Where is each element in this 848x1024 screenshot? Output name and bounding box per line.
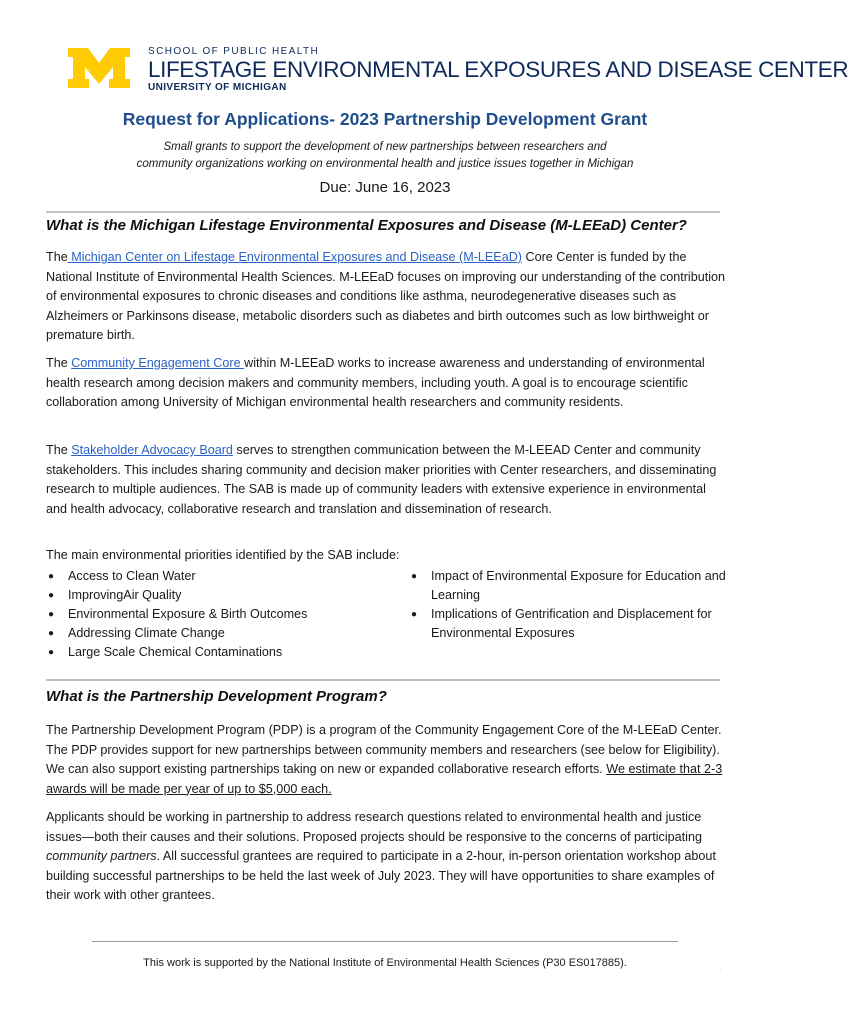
text: Applicants should be working in partnership to address research questions related to environmental health and justice issues—both their causes and their solutions. Proposed projects should be responsive to the concerns of participating xyxy=(46,810,702,844)
section-heading-pdp: What is the Partnership Development Program? xyxy=(46,688,387,705)
list-item: ● ImprovingAir Quality xyxy=(46,586,386,605)
subtitle-line-2: community organizations working on environmental health and justice issues together in Michigan xyxy=(136,158,634,170)
text: The Partnership Development Program (PDP) is a program of the Community Engagement Core of the M-LEEaD Center. The PDP provides support for new partnerships between community members and researchers (see below for Eligibility). We can also support existing partnerships taking on new or expanded collaborative research efforts. xyxy=(46,723,722,776)
priorities-list-left xyxy=(46,567,386,662)
list-item: ● Environmental Exposure & Birth Outcomes xyxy=(46,605,386,624)
footer-divider xyxy=(92,941,678,942)
due-date: Due: June 16, 2023 xyxy=(319,179,451,196)
school-name: SCHOOL OF PUBLIC HEALTH xyxy=(148,46,320,57)
text: Core Center is funded by the National Institute of Environmental Health Sciences. M-LEEaD focuses on improving our understanding of the contribution of environmental exposures to chronic diseases and conditions like asthma, neurodegenerative diseases such as Alzheimers or Parkinsons disease, metabolic disorders such as diabetes and birth outcomes such as low birthweight or premature birth. xyxy=(46,250,726,342)
stakeholder-advocacy-board-link[interactable]: Stakeholder Advocacy Board xyxy=(71,443,233,457)
paragraph-mleead xyxy=(46,248,726,346)
mleead-link[interactable]: Michigan Center on Lifestage Environmental Exposures and Disease (M-LEEaD) xyxy=(67,250,523,264)
header-text xyxy=(148,46,848,94)
priorities-list-right xyxy=(409,567,729,643)
text: serves to strengthen communication between the M-LEEAD Center and community stakeholders. This includes sharing community and decision maker priorities with Center researchers, and disseminating research to multiple audiences. The SAB is made up of community leaders with extensive experience in environmental and health advocacy, collaborative research and translation and dissemination of research. xyxy=(46,443,717,516)
list-item: ● Addressing Climate Change xyxy=(46,624,386,643)
university-m-logo xyxy=(68,48,130,88)
text: within M-LEEaD works to increase awareness and understanding of environmental health research among decision makers and community members, including youth. A goal is to encourage scientific collaboration among University of Michigan environmental health researchers and community residents. xyxy=(46,356,705,409)
community-engagement-core-link[interactable]: Community Engagement Core xyxy=(71,356,245,370)
page-mark: ' xyxy=(720,970,722,976)
priorities-intro: The main environmental priorities identified by the SAB include: xyxy=(46,548,400,562)
list-item: ● Large Scale Chemical Contaminations xyxy=(46,643,386,662)
list-item: ● Impact of Environmental Exposure for Education and Learning xyxy=(409,567,729,605)
header xyxy=(68,46,848,96)
divider xyxy=(46,679,720,681)
list-item: ● Implications of Gentrification and Displacement for Environmental Exposures xyxy=(409,605,729,643)
paragraph-applicants xyxy=(46,808,726,906)
text: The xyxy=(46,250,68,264)
subtitle-line-1: Small grants to support the development of new partnerships between researchers and xyxy=(163,141,607,153)
university-name: UNIVERSITY OF MICHIGAN xyxy=(148,82,287,93)
paragraph-community-engagement xyxy=(46,354,726,413)
section-heading-mleead: What is the Michigan Lifestage Environmental Exposures and Disease (M-LEEaD) Center? xyxy=(46,217,687,234)
divider xyxy=(46,211,720,213)
text: The xyxy=(46,356,72,370)
community-partners-text: community partners xyxy=(46,849,157,863)
footer-note: This work is supported by the National Institute of Environmental Health Sciences (P30 ES017885). xyxy=(143,957,627,969)
paragraph-stakeholder-board xyxy=(46,441,726,519)
list-item: ● Access to Clean Water xyxy=(46,567,386,586)
center-name: LIFESTAGE ENVIRONMENTAL EXPOSURES AND DISEASE CENTER xyxy=(148,57,848,82)
text: The xyxy=(46,443,72,457)
text: . All successful grantees are required to participate in a 2-hour, in-person orientation workshop about building successful partnerships to be held the last week of July 2023. They will have opportunities to share examples of their work with other grantees. xyxy=(46,849,716,902)
page-title: Request for Applications- 2023 Partnership Development Grant xyxy=(122,109,648,129)
subtitle xyxy=(0,139,770,173)
paragraph-pdp xyxy=(46,721,726,799)
awards-estimate: We estimate that 2-3 awards will be made per year of up to $5,000 each. xyxy=(46,762,723,796)
